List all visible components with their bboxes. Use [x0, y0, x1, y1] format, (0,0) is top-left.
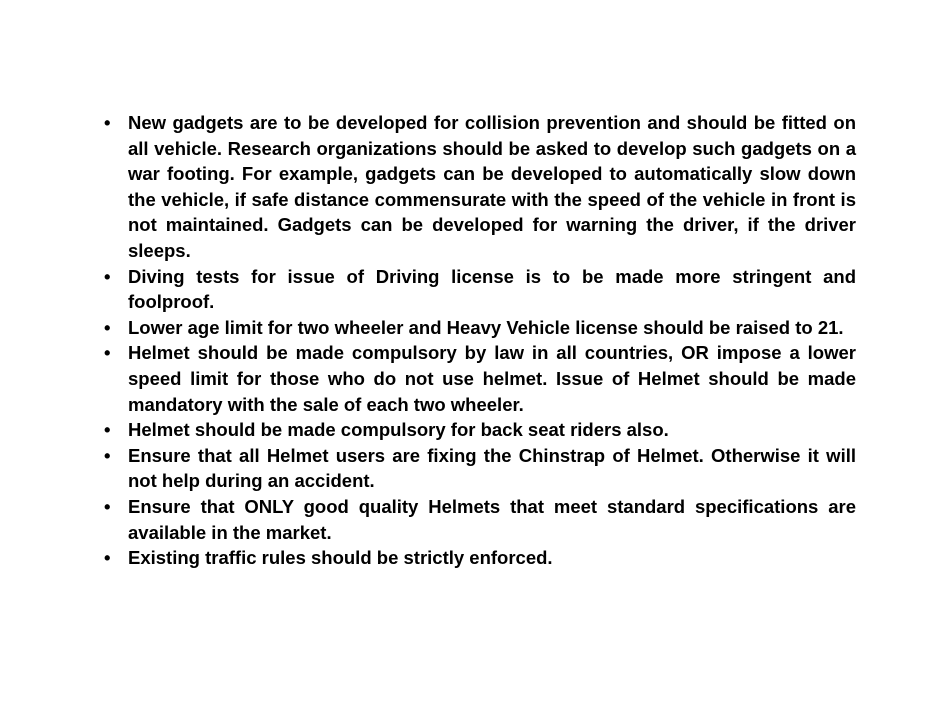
bullet-icon: •: [104, 316, 111, 338]
bullet-icon: •: [104, 265, 111, 287]
bullet-icon: •: [104, 419, 111, 441]
list-item: [104, 494, 856, 545]
bullet-icon: •: [104, 495, 111, 517]
list-item-text: New gadgets are to be developed for collision prevention and should be fitted on all vehicle. Research organizations should be asked to develop such gadgets on a war footing. For example, gadgets can be developed to automatically slow down the vehicle, if safe distance commensurate with the speed of the vehicle in front is not maintained. Gadgets can be developed for warning the driver, if the driver sleeps.: [128, 112, 856, 261]
bullet-icon: •: [104, 112, 111, 133]
list-item-text: Existing traffic rules should be strictly enforced.: [128, 547, 553, 569]
list-item: [104, 264, 856, 315]
list-item: [104, 545, 856, 571]
list-item: [104, 340, 856, 417]
list-item-text: Helmet should be made compulsory for back seat riders also.: [128, 419, 669, 441]
list-item-text: Helmet should be made compulsory by law in all countries, OR impose a lower speed limit for those who do not use helmet. Issue of Helmet should be made mandatory with the sale of each two wheeler.: [128, 342, 856, 415]
list-item: [104, 110, 856, 264]
bullet-icon: •: [104, 444, 111, 466]
bullet-icon: •: [104, 342, 111, 364]
list-item: [104, 417, 856, 443]
bullet-icon: •: [104, 547, 111, 569]
list-item-text: Ensure that all Helmet users are fixing the Chinstrap of Helmet. Otherwise it will not help during an accident.: [128, 444, 856, 492]
list-item: [104, 315, 856, 341]
list-item: [104, 443, 856, 494]
list-item-text: Ensure that ONLY good quality Helmets that meet standard specifications are available in the market.: [128, 495, 856, 543]
list-item-text: Diving tests for issue of Driving license is to be made more stringent and foolproof.: [128, 265, 856, 313]
bullet-list: [104, 110, 856, 571]
list-item-text: Lower age limit for two wheeler and Heavy Vehicle license should be raised to 21.: [128, 316, 844, 338]
